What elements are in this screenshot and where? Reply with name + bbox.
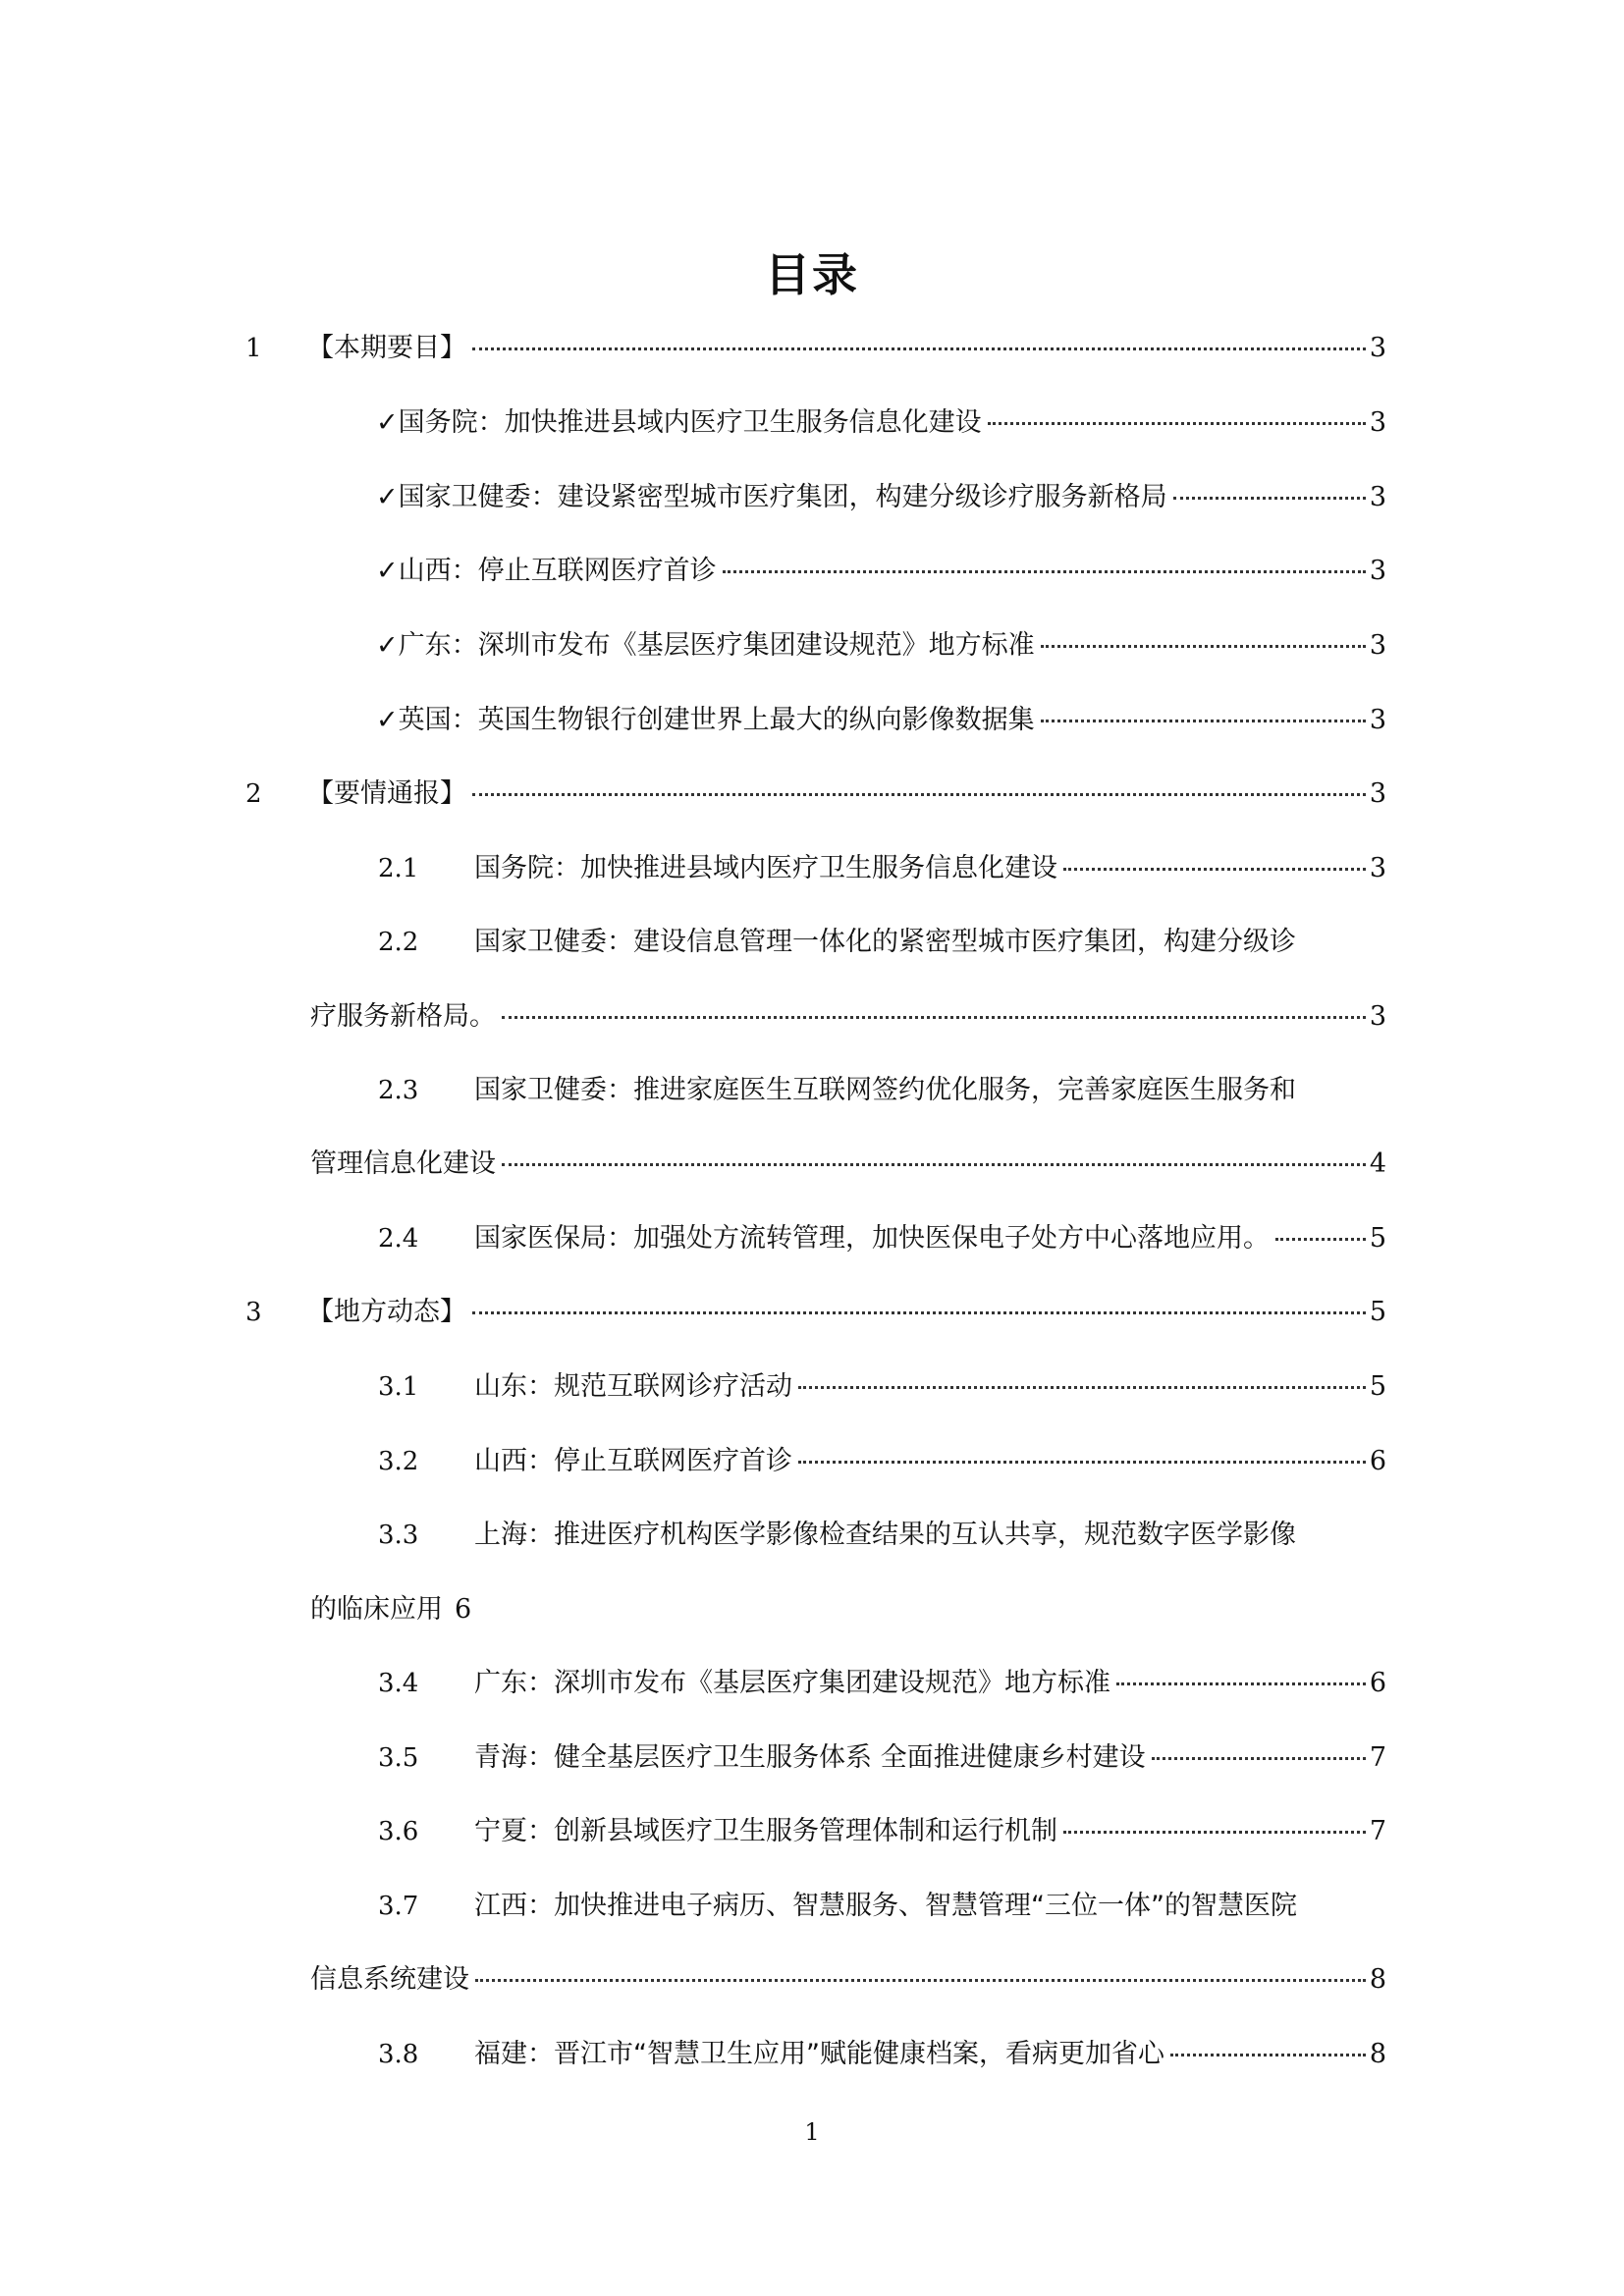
toc-entry[interactable] (0, 1437, 1624, 1486)
toc-number: 3.2 (378, 1447, 419, 1476)
toc-text: ✓广东：深圳市发布《基层医疗集团建设规范》地方标准 (376, 630, 1035, 661)
toc-number: 3.6 (378, 1817, 419, 1846)
toc-entry[interactable] (0, 696, 1624, 745)
toc-page-number: 6 (455, 1594, 472, 1625)
toc-number: 3.8 (378, 2040, 419, 2069)
toc-page-number: 3 (1369, 1001, 1386, 1032)
toc-page-number: 8 (1369, 1964, 1386, 1995)
toc-entry[interactable] (0, 621, 1624, 670)
toc-entry[interactable] (0, 1214, 1624, 1263)
toc-entry[interactable] (0, 770, 1624, 819)
dot-leader (1041, 645, 1366, 648)
toc-text: 国家卫健委：建设信息管理一体化的紧密型城市医疗集团，构建分级诊 (474, 927, 1296, 957)
dot-leader (472, 1311, 1366, 1314)
dot-leader (502, 1016, 1366, 1019)
dot-leader (502, 1163, 1366, 1166)
toc-entry-continuation[interactable] (0, 992, 1624, 1041)
toc-text: 宁夏：创新县域医疗卫生服务管理体制和运行机制 (474, 1816, 1057, 1846)
dot-leader (798, 1461, 1366, 1464)
toc-entry[interactable] (0, 1511, 1624, 1560)
dot-leader (472, 793, 1366, 796)
toc-page-number: 6 (1369, 1668, 1386, 1698)
toc-page-number: 8 (1369, 2039, 1386, 2069)
toc-page-number: 3 (1369, 333, 1386, 363)
toc-page-number: 6 (1369, 1446, 1386, 1476)
toc-number: 3.1 (378, 1372, 419, 1402)
toc-text: 福建：晋江市“智慧卫生应用”赋能健康档案，看病更加省心 (474, 2039, 1164, 2069)
toc-entry[interactable] (0, 1362, 1624, 1412)
toc-entry[interactable] (0, 1288, 1624, 1337)
toc-text: 青海：健全基层医疗卫生服务体系 全面推进健康乡村建设 (474, 1742, 1146, 1773)
page-footer-number: 1 (804, 2118, 820, 2146)
toc-entry[interactable] (0, 399, 1624, 448)
toc-text: ✓英国：英国生物银行创建世界上最大的纵向影像数据集 (376, 705, 1035, 735)
toc-page-number: 3 (1369, 482, 1386, 512)
toc-page-number: 3 (1369, 407, 1386, 438)
toc-number: 2 (245, 779, 262, 809)
toc-number: 3 (245, 1298, 262, 1327)
dot-leader (1116, 1682, 1366, 1685)
toc-text: 山西：停止互联网医疗首诊 (474, 1446, 792, 1476)
toc-text: 管理信息化建设 (310, 1148, 496, 1179)
toc-entry[interactable] (0, 1066, 1624, 1115)
toc-text: 【要情通报】 (307, 778, 466, 809)
toc-number: 3.7 (378, 1892, 419, 1921)
toc-entry[interactable] (0, 2030, 1624, 2079)
toc-page-number: 5 (1369, 1371, 1386, 1402)
toc-number: 3.3 (378, 1521, 419, 1550)
dot-leader (1275, 1238, 1366, 1241)
toc-number: 3.5 (378, 1743, 419, 1773)
dot-leader (1063, 1831, 1366, 1834)
toc-entry[interactable] (0, 1882, 1624, 1931)
toc-entry[interactable] (0, 547, 1624, 596)
toc-text: 的临床应用 (310, 1594, 443, 1625)
dot-leader (798, 1386, 1366, 1389)
toc-page-number: 5 (1369, 1223, 1386, 1254)
toc-page-number: 3 (1369, 630, 1386, 661)
toc-entry-continuation[interactable] (0, 1585, 1624, 1634)
toc-entry-continuation[interactable] (0, 1955, 1624, 2004)
toc-number: 2.4 (378, 1224, 419, 1254)
dot-leader (723, 570, 1366, 573)
toc-entry[interactable] (0, 1659, 1624, 1708)
toc-entry[interactable] (0, 1734, 1624, 1783)
toc-number: 3.4 (378, 1669, 419, 1698)
toc-text: 信息系统建设 (310, 1964, 469, 1995)
toc-text: 【地方动态】 (307, 1297, 466, 1327)
toc-text: 疗服务新格局。 (310, 1001, 496, 1032)
toc-entry[interactable] (0, 844, 1624, 893)
toc-page-number: 4 (1369, 1148, 1386, 1179)
dot-leader (475, 1979, 1366, 1982)
toc-entry[interactable] (0, 324, 1624, 373)
toc-page-number: 5 (1369, 1297, 1386, 1327)
dot-leader (472, 347, 1366, 350)
toc-entry[interactable] (0, 1807, 1624, 1856)
toc-text: 山东：规范互联网诊疗活动 (474, 1371, 792, 1402)
dot-leader (988, 422, 1366, 425)
toc-number: 2.3 (378, 1076, 419, 1105)
dot-leader (1170, 2054, 1366, 2056)
dot-leader (1063, 868, 1366, 871)
toc-page-number: 3 (1369, 556, 1386, 586)
toc-title: 目录 (765, 248, 859, 301)
dot-leader (1173, 497, 1366, 500)
toc-entry[interactable] (0, 473, 1624, 522)
toc-text: 【本期要目】 (307, 333, 466, 363)
dot-leader (1041, 720, 1366, 722)
toc-page-number: 7 (1369, 1816, 1386, 1846)
toc-entry[interactable] (0, 918, 1624, 967)
toc-text: 国家医保局：加强处方流转管理，加快医保电子处方中心落地应用。 (474, 1223, 1270, 1254)
toc-text: 国务院：加快推进县域内医疗卫生服务信息化建设 (474, 853, 1057, 883)
dot-leader (1152, 1757, 1366, 1760)
toc-text: ✓国家卫健委：建设紧密型城市医疗集团，构建分级诊疗服务新格局 (376, 482, 1167, 512)
toc-text: 上海：推进医疗机构医学影像检查结果的互认共享，规范数字医学影像 (474, 1520, 1296, 1550)
toc-text: 广东：深圳市发布《基层医疗集团建设规范》地方标准 (474, 1668, 1110, 1698)
toc-text: ✓山西：停止互联网医疗首诊 (376, 556, 717, 586)
toc-text: 江西：加快推进电子病历、智慧服务、智慧管理“三位一体”的智慧医院 (474, 1891, 1297, 1921)
toc-page-number: 3 (1369, 853, 1386, 883)
toc-page-number: 7 (1369, 1742, 1386, 1773)
toc-number: 2.1 (378, 854, 419, 883)
toc-page-number: 3 (1369, 778, 1386, 809)
toc-entry-continuation[interactable] (0, 1140, 1624, 1189)
toc-number: 1 (245, 334, 262, 363)
toc-text: 国家卫健委：推进家庭医生互联网签约优化服务，完善家庭医生服务和 (474, 1075, 1296, 1105)
toc-number: 2.2 (378, 928, 419, 957)
toc-text: ✓国务院：加快推进县域内医疗卫生服务信息化建设 (376, 407, 982, 438)
toc-page-number: 3 (1369, 705, 1386, 735)
